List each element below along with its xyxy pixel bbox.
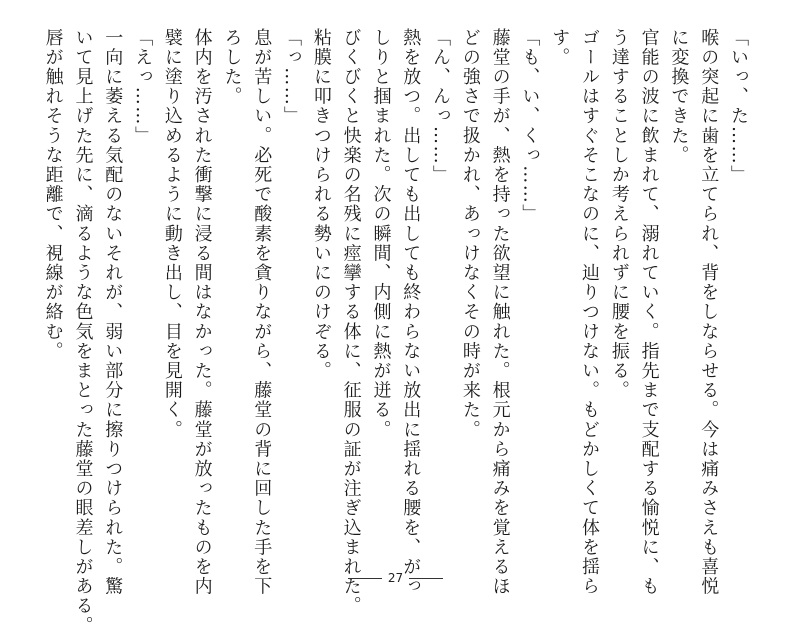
text-line: 官能の波に飲まれて、溺れていく。指先まで支配する愉悦に、も xyxy=(638,28,660,597)
text-line: 「も、い、くっ……」 xyxy=(519,28,541,224)
text-line: 粘膜に叩きつけられる勢いにのけぞる。 xyxy=(310,28,332,381)
text-line: いて見上げた先に、滴るような色気をまとった藤堂の眼差しがある。 xyxy=(72,28,94,636)
page-number: 27 xyxy=(387,571,404,585)
text-line: 「ん、んっ……」 xyxy=(430,28,452,185)
text-line: 「えっ……」 xyxy=(132,28,154,146)
text-line: 襞に塗り込めるように動き出し、目を見開く。 xyxy=(161,28,183,440)
text-line: 息が苦しい。必死で酸素を貪りながら、藤堂の背に回した手を下 xyxy=(251,28,273,597)
text-line: 「っ……」 xyxy=(281,28,303,126)
text-line: ゴールはすぐそこなのに、辿りつけない。もどかしくて体を揺ら xyxy=(579,28,601,597)
text-line: う達することしか考えられずに腰を振る。 xyxy=(608,28,630,401)
text-line: ろした。 xyxy=(221,28,243,107)
footer-rule-left xyxy=(348,578,382,579)
text-line: 喉の突起に歯を立てられ、背をしならせる。今は痛みさえも喜悦 xyxy=(698,28,720,597)
text-line: 体内を汚された衝撃に浸る間はなかった。藤堂が放ったものを内 xyxy=(191,28,213,597)
text-line: びくびくと快楽の名残に痙攣する体に、征服の証が注ぎ込まれた。 xyxy=(340,28,362,616)
text-line: す。 xyxy=(549,28,571,68)
footer-rule-right xyxy=(409,578,443,579)
text-line: 熱を放つ。出しても出しても終わらない放出に揺れる腰を、がっ xyxy=(400,28,422,597)
text-line: 藤堂の手が、熱を持った欲望に触れた。根元から痛みを覚えるほ xyxy=(489,28,511,597)
text-line: に変換できた。 xyxy=(668,28,690,166)
text-line: 「いっ、た……」 xyxy=(728,28,749,185)
text-line: 一向に萎える気配のないそれが、弱い部分に擦りつけられた。驚 xyxy=(102,28,124,597)
text-line: しりと掴まれた。次の瞬間、内側に熱が迸る。 xyxy=(370,28,392,440)
text-line: どの強さで扱かれ、あっけなくその時が来た。 xyxy=(459,28,481,440)
text-line: 唇が触れそうな距離で、視線が絡む。 xyxy=(42,28,64,362)
page-footer xyxy=(0,568,791,588)
